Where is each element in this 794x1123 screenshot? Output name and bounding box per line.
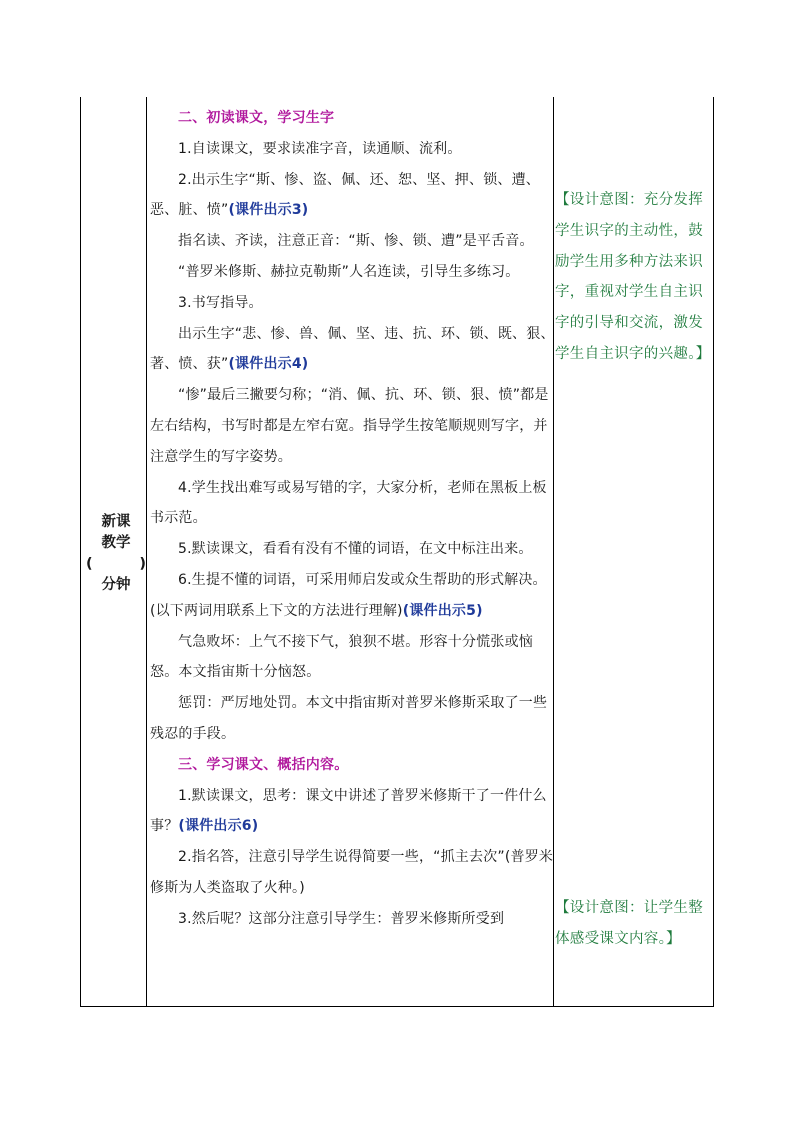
paragraph: “普罗米修斯、赫拉克勒斯”人名连读，引导生多练习。 [178, 263, 520, 280]
paragraph: “惨”最后三撇要匀称；“消、佩、抗、环、锁、狠、愤”都是左右结构，书写时都是左窄右宽。指导学生按笔顺规则写字，并注意学生的写字姿势。 [150, 387, 549, 465]
label-duration-blank [86, 554, 146, 575]
paragraph-text: 1.默读课文，思考：课文中讲述了普罗米修斯干了一件什么事？ [150, 787, 547, 835]
paragraph: 3.然后呢？这部分注意引导学生：普罗米修斯所受到 [178, 910, 505, 927]
paragraph-text: 2.出示生字“斯、惨、盗、佩、还、恕、坚、押、锁、遭、恶、脏、愤” [150, 171, 541, 219]
paragraph [150, 165, 555, 227]
paragraph [150, 565, 555, 627]
design-note-2 [555, 893, 715, 955]
design-note-1 [555, 185, 715, 370]
label-line-2: 教学 [101, 535, 131, 551]
column-divider-1 [146, 97, 147, 1007]
courseware-ref: (课件出示5) [402, 602, 483, 619]
table-border-bottom [80, 1006, 714, 1007]
section-heading-2: 二、初读课文，学习生字 [178, 110, 335, 126]
paragraph: 4.学生找出难写或易写错的字，大家分析，老师在黑板上板书示范。 [150, 479, 547, 527]
courseware-ref: (课件出示4) [228, 356, 309, 373]
paren-close: ) [139, 556, 146, 572]
paragraph-text: 6.生提不懂的词语，可采用师启发或众生帮助的形式解决。(以下两词用联系上下文的方法进行理解) [150, 571, 547, 619]
table-border-left [80, 97, 81, 1007]
teaching-content [150, 103, 555, 935]
paragraph: 2.指名答，注意引导学生说得简要一些，“抓主去次”(普罗米修斯为人类盗取了火种。) [150, 849, 554, 896]
paragraph [150, 319, 555, 381]
courseware-ref: (课件出示6) [178, 818, 259, 835]
paragraph-text: 出示生字“悲、惨、兽、佩、坚、违、抗、环、锁、既、狠、著、愤、获” [150, 325, 555, 373]
paragraph: 指名读、齐读，注意正音：“斯、惨、锁、遭”是平舌音。 [178, 233, 534, 250]
section-heading-3: 三、学习课文、概括内容。 [178, 756, 349, 773]
paragraph: 气急败坏：上气不接下气，狼狈不堪。形容十分慌张或恼怒。本文指宙斯十分恼怒。 [150, 633, 533, 681]
paragraph [150, 781, 555, 843]
design-note-text: 【设计意图：充分发挥学生识字的主动性，鼓励学生用多种方法来识字，重视对学生自主识字的引导和交流，激发学生自主识字的兴趣。】 [555, 192, 711, 362]
design-note-text: 【设计意图：让学生整体感受课文内容。】 [555, 900, 703, 947]
paren-open: ( [86, 556, 93, 572]
paragraph: 1.自读课文，要求读准字音，读通顺、流利。 [178, 140, 462, 157]
label-line-1: 新课 [101, 514, 131, 530]
paragraph: 5.默读课文，看看有没有不懂的词语，在文中标注出来。 [178, 541, 533, 558]
paragraph: 惩罚：严厉地处罚。本文中指宙斯对普罗米修斯采取了一些残忍的手段。 [150, 695, 548, 742]
courseware-ref: (课件出示3) [228, 202, 309, 219]
section-label [86, 512, 146, 596]
paragraph: 3.书写指导。 [178, 294, 263, 311]
label-line-4: 分钟 [101, 577, 131, 593]
